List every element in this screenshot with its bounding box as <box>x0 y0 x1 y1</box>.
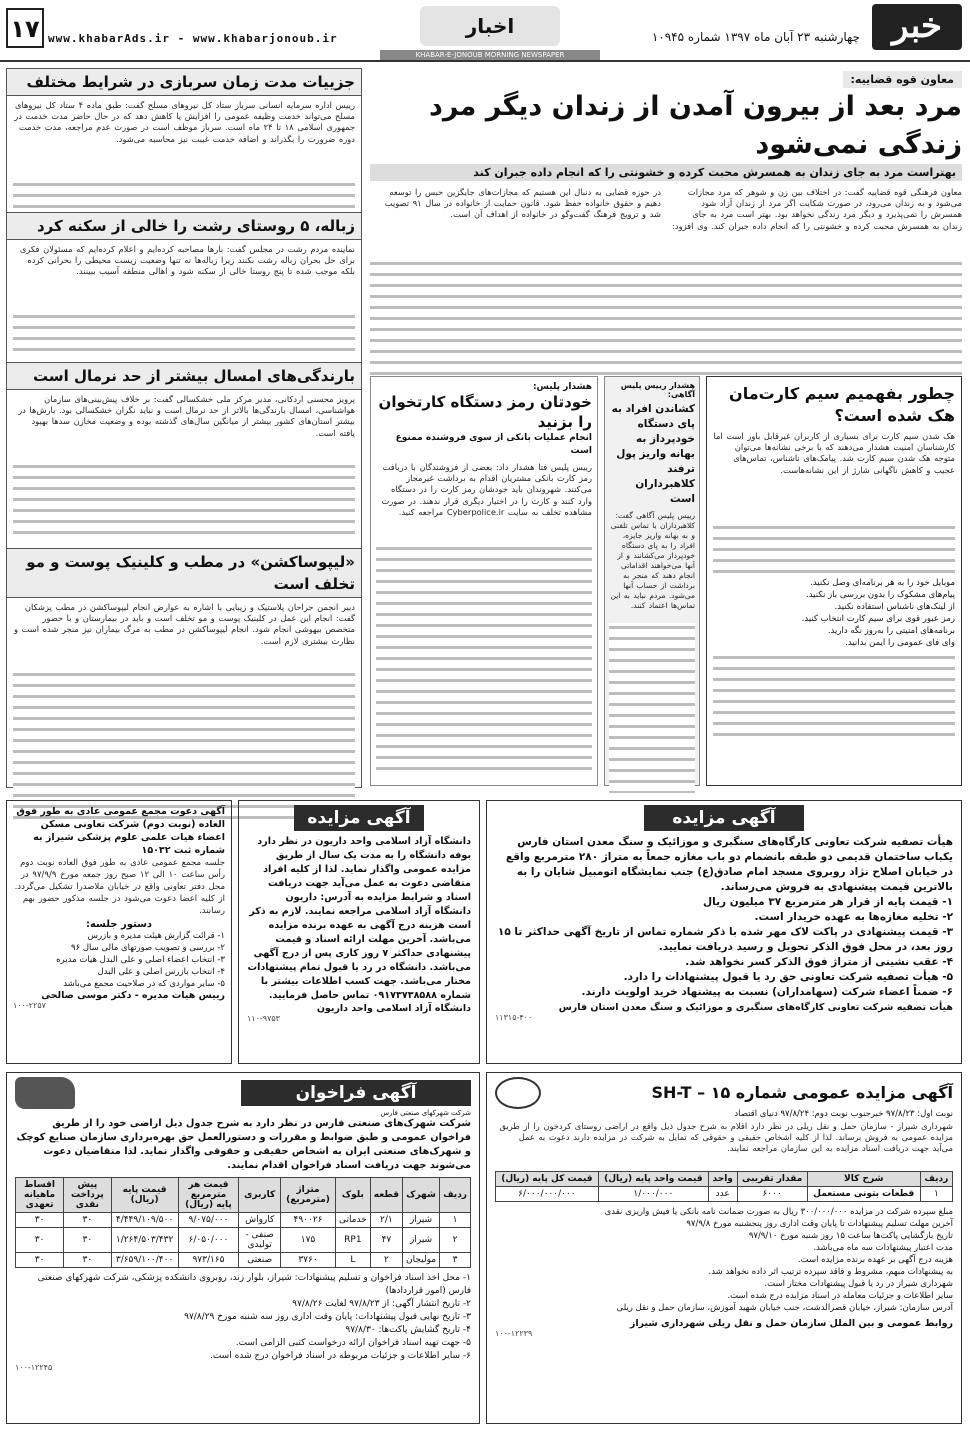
table-cell: ۴/۴۴۹/۱۰۹/۵۰۰ <box>111 1213 178 1228</box>
table-cell: قطعات بتونی مستعمل <box>807 1187 920 1202</box>
table-header: بلوک <box>335 1178 370 1213</box>
table-cell: ۳۰ <box>16 1213 64 1228</box>
ad-coop-agenda-title: دستور جلسه: <box>85 919 153 930</box>
iran-map-icon <box>15 1077 75 1109</box>
side1-title: جزییات مدت زمان سربازی در شرایط مختلف <box>7 69 361 96</box>
table-cell: صنعتی <box>239 1253 281 1268</box>
table-cell: شیراز <box>403 1213 440 1228</box>
ad-tile-auction <box>486 800 962 1064</box>
ad-call-item: ۴- تاریخ گشایش پاکت‌ها: ۹۷/۸/۳۰ <box>345 1325 471 1335</box>
table-row <box>16 1228 471 1253</box>
table-header: قیمت کل پایه (ریال) <box>496 1172 599 1187</box>
ad-uni-signature: دانشگاه آزاد اسلامی واحد داریون <box>316 1003 471 1014</box>
ad-rail-dates: نوبت اول: ۹۷/۸/۲۳ خبرجنوب نوبت دوم: ۹۷/۸/۲۴ دنیای اقتصاد <box>734 1109 953 1119</box>
table-cell: ۹/۰۷۵/۰۰۰ <box>178 1213 239 1228</box>
ad-rail-item: آخرین مهلت تسلیم پیشنهادات تا پایان وقت اداری روز پنجشنبه مورخ ۹۷/۹/۸ <box>686 1219 953 1229</box>
table-header: قیمت هر مترمربع پایه (ریال) <box>178 1178 239 1213</box>
table-header: ردیف <box>440 1178 471 1213</box>
ad-tile-item: ۳- قیمت پیشنهادی در پاکت لاک مهر شده با ذکر شماره تماس از تاریخ آگهی حداکثر تا ۱۵ روز بعد، در محل فوق الذکر تحویل و رسید دریافت نمایید. <box>497 926 953 953</box>
ad-call-org: شرکت شهرکهای صنعتی فارس <box>380 1109 471 1117</box>
ad-call <box>6 1072 480 1424</box>
table-cell: ۲/۱ <box>370 1213 402 1228</box>
ad-rail-item: تاریخ بازگشایی پاکت‌ها ساعت ۱۵ روز شنبه مورخ ۹۷/۹/۱۰ <box>748 1231 953 1241</box>
table-header: شرح کالا <box>807 1172 920 1187</box>
ad-coop-agenda-item: ۵- سایر مواردی که در صلاحیت مجمع می‌باشد <box>63 979 225 989</box>
newspaper-logo: خبر <box>872 4 962 50</box>
side1-continued <box>13 180 355 208</box>
ad-call-item: ۲- تاریخ انتشار آگهی: از ۹۷/۸/۲۳ لغایت ۹۷/۸/۲۶ <box>292 1299 471 1309</box>
sim-bullet: رمز عبور قوی برای سیم کارت انتخاب کنید. <box>801 614 955 624</box>
table-cell: شیراز <box>403 1228 440 1253</box>
table-header: پیش پرداخت نقدی <box>64 1178 111 1213</box>
site-urls[interactable]: www.khabarAds.ir - www.khabarjonoub.ir <box>48 32 338 45</box>
ad-rail-auction <box>486 1072 962 1424</box>
table-cell: ۲ <box>370 1253 402 1268</box>
table-header: مقدار تقریبی <box>737 1172 807 1187</box>
pos-subtitle: انجام عملیات بانکی از سوی فروشنده ممنوع است <box>395 433 592 456</box>
table-header: اقساط ماهیانه تعهدی <box>16 1178 64 1213</box>
ad-rail-title: آگهی مزایده عمومی شماره ۱۵ – SH-T <box>651 1083 953 1102</box>
ad-call-item: ۱- محل اخذ اسناد فراخوان و تسلیم پیشنهادات: شیراز، بلوار زند، روبروی دانشکده پزشکی، شرکت شهرکهای صنعتی فارس (امور قراردادها) <box>37 1273 471 1296</box>
main-kicker: معاون قوه قضاییه: <box>843 71 963 88</box>
table-cell: ۱ <box>440 1213 471 1228</box>
sim-bullet: پیام‌های مشکوک را بدون بررسی باز نکنید. <box>806 590 955 600</box>
ad-coop-agenda-item: ۴- انتخاب بازرس اصلی و علی البدل <box>97 967 225 977</box>
pos-title: خودتان رمز دستگاه کارتخوان را بزنید <box>378 393 592 431</box>
ad-rail-item: هزینه درج آگهی بر عهده برنده مزایده است. <box>797 1255 953 1265</box>
table-header: قطعه <box>370 1178 402 1213</box>
ad-rail-table <box>495 1171 953 1202</box>
ad-uni-code: ۱۱۰-۹۷۵۳ <box>247 1014 280 1023</box>
main-headline: مرد بعد از بیرون آمدن از زندان دیگر مرد زندگی نمی‌شود <box>429 91 962 160</box>
ad-coop-title: آگهی دعوت مجمع عمومی عادی به طور فوق العاده (نوبت دوم) شرکت تعاونی مسکن اعضاء هیات علمی علوم پزشکی شیراز به شماره ثبت ۱۵۰۳۲ <box>16 806 225 856</box>
page-number: ۱۷ <box>6 8 44 48</box>
ad-call-code: ۱۰۰-۱۲۲۴۵ <box>15 1363 53 1372</box>
table-header: واحد <box>708 1172 737 1187</box>
table-cell: ۳/۶۵۹/۱۰۰/۴۰۰ <box>111 1253 178 1268</box>
side4-title: «لیپوساکشن» در مطب و کلینیک پوست و مو تخلف است <box>7 548 361 598</box>
section-label: اخبار <box>420 6 560 46</box>
police-body-continued <box>609 623 695 793</box>
ad-coop-agenda-item: ۲- بررسی و تصویب صورتهای مالی سال ۹۶ <box>71 943 225 953</box>
ad-call-item: ۳- تاریخ نهایی قبول پیشنهادات: پایان وقت اداری روز سه شنبه مورخ ۹۷/۸/۲۹ <box>184 1312 471 1322</box>
police-box <box>604 376 700 786</box>
sim-hack-box <box>706 376 962 786</box>
side3-continued <box>13 462 355 542</box>
ad-coop-agenda-item: ۱- قرائت گزارش هیئت مدیره و بازرس <box>87 931 225 941</box>
ad-tile-item: ۲- تخلیه مغازه‌ها به عهده خریدار است. <box>754 911 953 923</box>
side4-continued <box>13 670 355 820</box>
pos-body: رییس پلیس فتا هشدار داد: بعضی از فروشندگان با دریافت رمز کارت بانکی مشتریان اقدام به برداشت غیرمجاز می‌کنند. شهروندان باید خودشان رمز کارت را در دستگاه وارد کنند و کارت را در اختیار دیگری قرار ندهند. در صورت مشاهده تخلف به سایت Cyberpolice.ir مراجعه کنید. <box>381 462 592 517</box>
side3-body: پرویز محسنی اردکانی، مدیر مرکز ملی خشکسالی گفت: بر خلاف پیش‌بینی‌های سازمان هواشناسی، امسال بارندگی‌ها بالاتر از حد نرمال است و نباید نگران خشکسالی بود. بارش‌ها در بیشتر استان‌های کشور بیشتر از میانگین سال‌های گذشته بوده و وضعیت مخازن سدها بهبود یافته است. <box>18 394 355 438</box>
ad-uni-title: آگهی مزایده <box>294 805 424 831</box>
ad-rail-code: ۱۰۰-۱۲۲۳۹ <box>495 1329 533 1338</box>
table-cell: ۳ <box>440 1253 471 1268</box>
table-header: ردیف <box>920 1172 952 1187</box>
table-cell: ۱/۰۰۰/۰۰۰ <box>598 1187 708 1202</box>
side1-body: رییس اداره سرمایه انسانی سرباز ستاد کل نیروهای مسلح گفت: طبق ماده ۴ ستاد کل نیروهای مسلح می‌تواند خدمت وظیفه عمومی را افزایش یا کاهش دهد که در حال حاضر مدت خدمت در جمهوری اسلامی ۱۸ تا ۲۴ ماه است. سرباز موظف است در صورت عدم مراجعه، مدت خدمت دوره ضرورت را بگذراند و اضافه خدمت غیبت نیز محاسبه می‌شود. <box>14 100 355 144</box>
ad-coop-signature: رییس هیات مدیره - دکتر موسی صالحی <box>41 990 225 1001</box>
table-cell: مولیجان <box>403 1253 440 1268</box>
ad-rail-item: سایر اطلاعات و جزئیات معامله در اسناد مزایده درج شده است. <box>727 1291 953 1301</box>
rail-logo-icon <box>495 1077 541 1109</box>
pos-kicker: هشدار پلیس: <box>532 382 592 392</box>
table-header: قیمت واحد پایه (ریال) <box>598 1172 708 1187</box>
ad-rail-item: مدت اعتبار پیشنهادات سه ماه می‌باشد. <box>813 1243 953 1253</box>
table-cell: خدماتی <box>335 1213 370 1228</box>
sim-bullet: از لینک‌های ناشناس استفاده نکنید. <box>834 602 955 612</box>
pos-body-continued <box>376 544 592 774</box>
police-body: رییس پلیس آگاهی گفت: کلاهبرداران با تماس تلفنی و به بهانه واریز جایزه، افراد را به پای دستگاه خودپرداز می‌کشانند و از آنها می‌خواهند اقداماتی انجام دهند که منجر به برداشت از حساب آنها می‌شود. مردم نباید به این تماس‌ها اعتماد کنند. <box>610 511 695 610</box>
table-header: شهرک <box>403 1178 440 1213</box>
sim-body-continued <box>713 523 955 573</box>
ad-rail-signature: روابط عمومی و بین الملل سازمان حمل و نقل ریلی شهرداری شیراز <box>629 1318 953 1329</box>
table-cell: ۶۰۰۰ <box>737 1187 807 1202</box>
side3-title: بارندگی‌های امسال بیشتر از حد نرمال است <box>7 362 361 390</box>
table-header: متراژ (مترمربع) <box>281 1178 336 1213</box>
ad-uni-auction <box>238 800 480 1064</box>
table-cell: ۶/۰۰۰/۰۰۰/۰۰۰ <box>496 1187 599 1202</box>
table-cell: ۳۰ <box>64 1213 111 1228</box>
sim-bullet: موبایل خود را به هر برنامه‌ای وصل نکنید. <box>810 578 955 588</box>
table-cell: ۳۰ <box>16 1253 64 1268</box>
sim-title: چطور بفهمیم سیم کارت‌مان هک شده است؟ <box>729 384 955 425</box>
sim-bullet: برنامه‌های امنیتی را به‌روز نگه دارید. <box>827 626 955 636</box>
police-title: کشاندن افراد به پای دستگاه خودپرداز به بهانه واریز پول ترفند کلاهبرداران است <box>611 403 695 505</box>
sim-tail <box>713 653 955 743</box>
ad-tile-item: ۶- ضمناً اعضاء شرکت (سهامداران) نسبت به پیشنهاد خرید اولویت دارند. <box>581 986 953 998</box>
table-cell: ۱۷۵ <box>281 1228 336 1253</box>
ad-rail-item: به پیشنهادات مبهم، مشروط و فاقد سپرده ترتیب اثر داده نخواهد شد. <box>708 1267 953 1277</box>
ad-call-table <box>15 1177 471 1268</box>
table-cell: ۱ <box>920 1187 952 1202</box>
ad-tile-signature: هیأت تصفیه شرکت تعاونی کارگاه‌های سنگبری و موزائیک و سنگ معدن استان فارس <box>558 1002 953 1013</box>
table-cell: عدد <box>708 1187 737 1202</box>
table-cell: ۳۰ <box>64 1253 111 1268</box>
table-row <box>16 1213 471 1228</box>
main-story <box>370 68 962 368</box>
main-lead: بهتراست مرد به جای زندان به همسرش محبت کرده و خشونتی را که انجام داده جبران کند <box>370 164 962 181</box>
table-cell: ۲ <box>440 1228 471 1253</box>
issue-date: چهارشنبه ۲۳ آبان ماه ۱۳۹۷ شماره ۱۰۹۴۵ <box>651 30 860 44</box>
pos-box <box>370 376 598 786</box>
masthead <box>0 0 970 62</box>
police-kicker: هشدار رییس پلیس آگاهی: <box>620 381 695 399</box>
ad-rail-item: آدرس سازمان: شیراز، خیابان قصرالدشت، جنب خیابان شهید آموزش، سازمان حمل و نقل ریلی <box>616 1303 953 1313</box>
table-cell: ۶/۰۵۰/۰۰۰ <box>178 1228 239 1253</box>
side2-body: نماینده مردم رشت در مجلس گفت: بارها مصاحبه کرده‌ایم و اعلام کرده‌ایم که مسئولان فکری برای حل بحران زباله رشت بکنند زیرا زباله‌ها نه تنها وضعیت زیست محیطی را بحرانی کرده بلکه موجب شده تا پنج روستا خالی از سکنه شود و اهالی منطقه آسیب ببینند. <box>19 244 355 277</box>
ad-coop-agenda-item: ۳- انتخاب اعضاء اصلی و علی البدل هیات مدیره <box>56 955 225 965</box>
ad-call-item: ۵- جهت تهیه اسناد فراخوان ارائه درخواست کتبی الزامی است. <box>235 1338 471 1348</box>
table-row <box>16 1253 471 1268</box>
sim-bullet: وای فای عمومی را ایمن بدانید. <box>845 638 955 648</box>
table-row <box>496 1187 953 1202</box>
table-cell: L <box>335 1253 370 1268</box>
ad-call-title: آگهی فراخوان <box>241 1080 471 1106</box>
ad-call-item: ۶- سایر اطلاعات و جزئیات مربوطه در اسناد فراخوان درج شده است. <box>209 1351 471 1361</box>
table-cell: ۴۹۰۰۲۶ <box>281 1213 336 1228</box>
ad-tile-intro: هیأت تصفیه شرکت تعاونی کارگاه‌های سنگبری و موزائیک و سنگ معدن استان فارس یکباب ساختمان قدیمی دو طبقه بانضمام دو باب مغازه جمعاً به متراژ ۲۸۰ مترمربع واقع در خیابان اصلاح نژاد روبروی مسجد امام صادق(ع) جنب نمایشگاه اتومبیل شایان را به بالاترین قیمت پیشنهادی به فروش می‌رساند. <box>505 836 953 893</box>
left-column <box>6 68 362 788</box>
english-bar: KHABAR-E-JONOUB MORNING NEWSPAPER <box>380 50 600 60</box>
table-cell: ۹۷۳/۱۶۵ <box>178 1253 239 1268</box>
ad-rail-body: شهرداری شیراز - سازمان حمل و نقل ریلی در نظر دارد اقلام به شرح جدول ذیل واقع در اراضی روستای کردخون را از طریق مزایده عمومی به فروش برساند. لذا از کلیه اشخاص حقیقی و حقوقی که تمایل به شرکت در مزایده دارند دعوت به عمل می‌آید جهت دریافت اسناد مزایده به این سازمان مراجعه نمایند. <box>499 1121 953 1154</box>
ad-tile-title: آگهی مزایده <box>644 805 804 831</box>
ad-uni-body: دانشگاه آزاد اسلامی واحد داریون در نظر دارد بوفه دانشگاه را به مدت یک سال از طریق مزایده عمومی واگذار نماید. لذا از کلیه افراد متقاضی دعوت به عمل می‌آید جهت دریافت اسناد و شرایط مزایده به آدرس: داریون دانشگاه آزاد اسلامی مراجعه نمایند. لازم به ذکر است هزینه درج آگهی به عهده برنده مزایده می‌باشد. آخرین مهلت ارائه اسناد و قیمت پیشنهادی حداکثر ۷ روز کاری پس از درج آگهی می‌باشد. دانشگاه در رد یا قبول تمام پیشنهادات مختار می‌باشد. جهت کسب اطلاعات بیشتر با شماره ۰۹۱۷۳۷۳۸۵۸۸ تماس حاصل فرمایید. <box>247 836 471 1001</box>
main-body-continued <box>370 259 962 377</box>
side2-title: زباله، ۵ روستای رشت را خالی از سکنه کرد <box>7 212 361 240</box>
table-cell: ۴۷ <box>370 1228 402 1253</box>
ad-rail-item: مبلغ سپرده شرکت در مزایده ۳۰۰/۰۰۰/۰۰۰ ریال به صورت ضمانت نامه بانکی یا فیش واریزی نقدی <box>604 1207 953 1217</box>
table-cell: کارواش <box>239 1213 281 1228</box>
table-header: کاربری <box>239 1178 281 1213</box>
side2-continued <box>13 312 355 356</box>
table-cell: ۳۷۶۰ <box>281 1253 336 1268</box>
table-cell: ۳۰ <box>16 1228 64 1253</box>
table-header: قیمت پایه (ریال) <box>111 1178 178 1213</box>
ad-coop-code: ۱۰۰-۲۲۵۷ <box>13 1001 46 1010</box>
ad-call-body: شرکت شهرک‌های صنعتی فارس در نظر دارد به شرح جدول ذیل اراضی خود را از طریق فراخوان عمومی و طبق ضوابط و مقررات و دستورالعمل حق بهره‌برداری سازمان صنایع کوچک و شهرک‌های صنعتی ایران به اشخاص حقیقی و حقوقی واگذار نماید. لذا متقاضیان دعوت می‌شوند جهت دریافت اسناد فراخوان اقدام نمایند. <box>16 1118 471 1171</box>
ad-tile-item: ۱- قیمت پایه از قرار هر مترمربع ۳۷ میلیون ریال <box>703 896 953 908</box>
table-cell: صنفی - تولیدی <box>239 1228 281 1253</box>
sim-body: هک شدن سیم کارت برای بسیاری از کاربران غیرقابل باور است اما کارشناسان امنیت هشدار می‌دهند که با برخی نشانه‌ها می‌توان متوجه هک شدن سیم کارت شد. پیامک‌های ناشناس، تماس‌های عجیب و کاهش ناگهانی شارژ از این نشانه‌هاست. <box>713 431 955 475</box>
ad-coop-body: جلسه مجمع عمومی عادی به طور فوق العاده نوبت دوم رأس ساعت ۱۰ الی ۱۲ صبح روز جمعه مورخ ۹۷/۹/۹ در محل دفتر تعاونی واقع در خیابان ملاصدرا تشکیل می‌گردد. از کلیه اعضا دعوت می‌شود در جلسه مذکور حضور بهم رسانند. <box>14 858 225 916</box>
ad-coop-assembly <box>6 800 232 1064</box>
ad-tile-item: ۵- هیأت تصفیه شرکت تعاونی حق رد یا قبول پیشنهادات را دارد. <box>623 971 953 983</box>
ad-tile-code: ۱۱۳۱۵-۴۰۰ <box>495 1013 533 1022</box>
table-cell: ۱/۲۶۴/۵۰۳/۴۳۲ <box>111 1228 178 1253</box>
side4-body: دبیر انجمن جراحان پلاستیک و زیبایی با اشاره به عوارض انجام لیپوساکشن در مطب پزشکان گفت: انجام این عمل در کلینیک پوست و مو تخلف است و باید در بیمارستان و با حضور متخصص بیهوشی انجام شود. انجام لیپوساکشن در مطب به مرگ بیماران نیز منجر شده است و نظارت بیشتری لازم است. <box>13 602 355 646</box>
table-cell: RP1 <box>335 1228 370 1253</box>
table-cell: ۳۰ <box>64 1228 111 1253</box>
ad-rail-item: شهرداری شیراز در رد یا قبول پیشنهادات مختار است. <box>764 1279 953 1289</box>
ad-tile-item: ۴- عقب نشینی از متراژ فوق الذکر کسر نخواهد شد. <box>685 956 953 968</box>
main-body: معاون فرهنگی قوه قضاییه گفت: در اختلاف بین زن و شوهر که مرد مجازات می‌شود و به زندان می‌رود، در صورت شکایت اگر مرد از زندان آزاد شود همسرش را نمی‌پذیرد و دیگر مرد زندگی نخواهد بود. بهتر است مرد به جای زندان به همسرش محبت کرده و خشونتی را که انجام داده جبران کند. وی افزود: در حوزه قضایی به دنبال این هستیم که مجازات‌های جایگزین حبس را توسعه دهیم و حقوق خانواده حفظ شود. قانون حمایت از خانواده در سال ۹۱ تصویب شد و ترویج فرهنگ گفت‌وگو در خانواده از اهداف آن است. <box>384 187 962 231</box>
